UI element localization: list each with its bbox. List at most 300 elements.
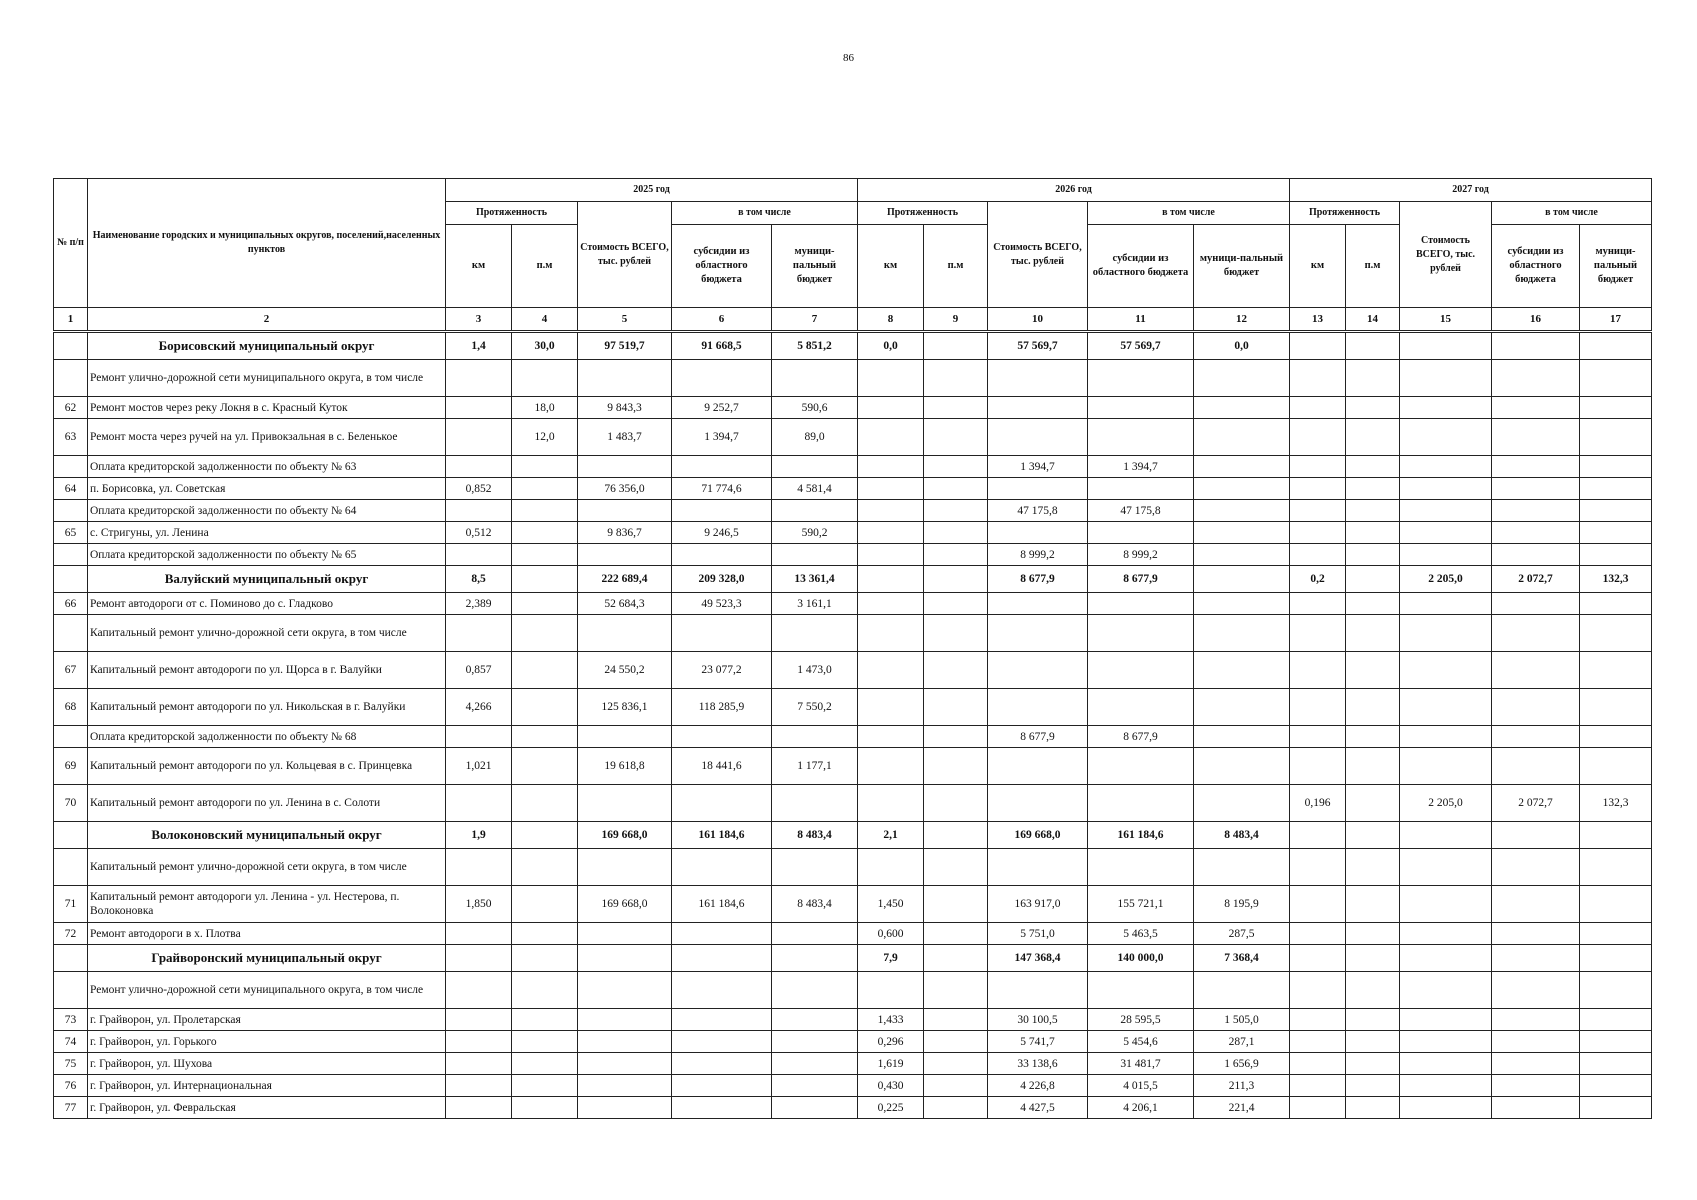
length-header: Протяженность — [858, 202, 988, 225]
value-cell — [1580, 500, 1652, 522]
row-number — [54, 566, 88, 593]
value-cell: 0,0 — [1194, 332, 1290, 360]
column-number: 17 — [1580, 308, 1652, 332]
value-cell — [924, 923, 988, 945]
value-cell: 169 668,0 — [578, 822, 672, 849]
value-cell: 1,021 — [446, 748, 512, 785]
value-cell — [1580, 1009, 1652, 1031]
value-cell — [512, 1009, 578, 1031]
value-cell — [1580, 822, 1652, 849]
value-cell — [1346, 849, 1400, 886]
value-cell — [672, 360, 772, 397]
cost-header: Стоимость ВСЕГО, тыс. рублей — [1400, 202, 1492, 308]
value-cell — [578, 1031, 672, 1053]
row-number: 65 — [54, 522, 88, 544]
value-cell: 97 519,7 — [578, 332, 672, 360]
value-cell — [1580, 923, 1652, 945]
value-cell — [672, 1075, 772, 1097]
value-cell: 0,600 — [858, 923, 924, 945]
year-2026-header: 2026 год — [858, 179, 1290, 202]
value-cell: 140 000,0 — [1088, 945, 1194, 972]
value-cell: 0,512 — [446, 522, 512, 544]
value-cell — [1346, 1075, 1400, 1097]
value-cell — [1580, 972, 1652, 1009]
value-cell — [1492, 1009, 1580, 1031]
value-cell — [1290, 456, 1346, 478]
value-cell — [1492, 748, 1580, 785]
value-cell — [1400, 500, 1492, 522]
value-cell — [858, 397, 924, 419]
value-cell — [1290, 615, 1346, 652]
value-cell — [578, 785, 672, 822]
row-number — [54, 615, 88, 652]
value-cell: 49 523,3 — [672, 593, 772, 615]
row-number — [54, 332, 88, 360]
length-header: Протяженность — [1290, 202, 1400, 225]
table-row — [54, 849, 1652, 886]
value-cell — [1194, 456, 1290, 478]
value-cell — [1580, 332, 1652, 360]
value-cell — [1088, 360, 1194, 397]
item-name: Оплата кредиторской задолженности по объекту № 64 — [88, 500, 446, 522]
value-cell — [924, 972, 988, 1009]
value-cell — [1492, 544, 1580, 566]
value-cell — [578, 1075, 672, 1097]
value-cell: 28 595,5 — [1088, 1009, 1194, 1031]
value-cell: 2 072,7 — [1492, 785, 1580, 822]
value-cell: 1,450 — [858, 886, 924, 923]
municipal-header: муници-пальный бюджет — [772, 225, 858, 308]
value-cell — [1346, 785, 1400, 822]
value-cell — [1290, 822, 1346, 849]
row-number: 76 — [54, 1075, 88, 1097]
value-cell: 2 205,0 — [1400, 566, 1492, 593]
value-cell — [512, 849, 578, 886]
value-cell — [1492, 522, 1580, 544]
value-cell — [772, 849, 858, 886]
value-cell — [1194, 397, 1290, 419]
value-cell — [1400, 332, 1492, 360]
value-cell: 2 205,0 — [1400, 785, 1492, 822]
value-cell: 47 175,8 — [1088, 500, 1194, 522]
value-cell — [1346, 886, 1400, 923]
incl-header: в том числе — [1088, 202, 1290, 225]
value-cell — [924, 544, 988, 566]
value-cell: 57 569,7 — [988, 332, 1088, 360]
value-cell — [1346, 332, 1400, 360]
value-cell: 8 999,2 — [1088, 544, 1194, 566]
value-cell — [1580, 522, 1652, 544]
row-number: 64 — [54, 478, 88, 500]
column-number: 10 — [988, 308, 1088, 332]
value-cell — [858, 360, 924, 397]
value-cell — [858, 456, 924, 478]
item-name: с. Стригуны, ул. Ленина — [88, 522, 446, 544]
value-cell — [672, 972, 772, 1009]
value-cell — [924, 785, 988, 822]
value-cell: 8,5 — [446, 566, 512, 593]
row-number: 74 — [54, 1031, 88, 1053]
value-cell: 23 077,2 — [672, 652, 772, 689]
row-number: 63 — [54, 419, 88, 456]
value-cell — [1290, 1009, 1346, 1031]
value-cell — [772, 544, 858, 566]
value-cell: 8 677,9 — [988, 726, 1088, 748]
column-number: 16 — [1492, 308, 1580, 332]
value-cell — [1194, 652, 1290, 689]
value-cell: 5 851,2 — [772, 332, 858, 360]
subsidy-header: субсидии из областного бюджета — [672, 225, 772, 308]
value-cell — [578, 544, 672, 566]
value-cell — [1290, 500, 1346, 522]
value-cell — [672, 544, 772, 566]
value-cell — [1580, 726, 1652, 748]
value-cell — [1194, 748, 1290, 785]
municipal-header: муници-пальный бюджет — [1580, 225, 1652, 308]
value-cell — [1346, 652, 1400, 689]
value-cell — [772, 1009, 858, 1031]
district-name: Грайворонский муниципальный округ — [88, 945, 446, 972]
value-cell — [1492, 1053, 1580, 1075]
value-cell — [578, 923, 672, 945]
value-cell — [924, 500, 988, 522]
value-cell: 2,1 — [858, 822, 924, 849]
value-cell — [672, 500, 772, 522]
value-cell: 1 505,0 — [1194, 1009, 1290, 1031]
value-cell: 89,0 — [772, 419, 858, 456]
district-row — [54, 332, 1652, 360]
item-name: Ремонт моста через ручей на ул. Привокзальная в с. Беленькое — [88, 419, 446, 456]
value-cell — [512, 593, 578, 615]
value-cell: 8 195,9 — [1194, 886, 1290, 923]
value-cell — [1346, 726, 1400, 748]
table-row — [54, 1097, 1652, 1119]
value-cell — [512, 1075, 578, 1097]
value-cell — [858, 566, 924, 593]
pm-header: п.м — [924, 225, 988, 308]
value-cell — [1346, 689, 1400, 726]
value-cell: 4 427,5 — [988, 1097, 1088, 1119]
value-cell: 169 668,0 — [578, 886, 672, 923]
value-cell — [1492, 419, 1580, 456]
value-cell — [1290, 1075, 1346, 1097]
value-cell — [1400, 849, 1492, 886]
value-cell — [772, 972, 858, 1009]
value-cell — [858, 500, 924, 522]
value-cell: 4 226,8 — [988, 1075, 1088, 1097]
table-row — [54, 544, 1652, 566]
table-row — [54, 923, 1652, 945]
value-cell — [772, 785, 858, 822]
table-row — [54, 1031, 1652, 1053]
value-cell — [578, 972, 672, 1009]
value-cell — [772, 1031, 858, 1053]
column-number-row — [54, 308, 1652, 332]
value-cell — [1492, 849, 1580, 886]
value-cell — [1400, 652, 1492, 689]
value-cell — [446, 615, 512, 652]
value-cell — [1088, 615, 1194, 652]
value-cell — [446, 923, 512, 945]
value-cell — [772, 615, 858, 652]
value-cell — [1400, 822, 1492, 849]
value-cell: 287,5 — [1194, 923, 1290, 945]
value-cell — [988, 689, 1088, 726]
value-cell — [1580, 748, 1652, 785]
value-cell — [858, 593, 924, 615]
table-row — [54, 522, 1652, 544]
value-cell — [1492, 332, 1580, 360]
value-cell — [924, 1009, 988, 1031]
value-cell — [1580, 945, 1652, 972]
value-cell — [1580, 615, 1652, 652]
value-cell — [512, 456, 578, 478]
value-cell — [1088, 652, 1194, 689]
row-number: 67 — [54, 652, 88, 689]
table-body — [54, 332, 1652, 1119]
value-cell: 4,266 — [446, 689, 512, 726]
value-cell — [1194, 689, 1290, 726]
value-cell — [1346, 419, 1400, 456]
value-cell: 30,0 — [512, 332, 578, 360]
value-cell — [772, 1075, 858, 1097]
value-cell — [1194, 972, 1290, 1009]
value-cell — [1492, 822, 1580, 849]
value-cell: 5 454,6 — [1088, 1031, 1194, 1053]
value-cell — [1492, 923, 1580, 945]
value-cell — [858, 785, 924, 822]
value-cell — [1346, 1097, 1400, 1119]
table-row — [54, 1053, 1652, 1075]
value-cell — [512, 652, 578, 689]
value-cell — [1290, 478, 1346, 500]
km-header: км — [858, 225, 924, 308]
value-cell: 4 581,4 — [772, 478, 858, 500]
table-row — [54, 972, 1652, 1009]
value-cell — [672, 1009, 772, 1031]
value-cell — [1290, 748, 1346, 785]
column-number: 8 — [858, 308, 924, 332]
item-name: Капитальный ремонт автодороги по ул. Ленина в с. Солоти — [88, 785, 446, 822]
value-cell — [1346, 1031, 1400, 1053]
value-cell: 132,3 — [1580, 566, 1652, 593]
value-cell — [1346, 1053, 1400, 1075]
column-number: 1 — [54, 308, 88, 332]
value-cell — [772, 923, 858, 945]
value-cell: 24 550,2 — [578, 652, 672, 689]
column-number: 2 — [88, 308, 446, 332]
row-number — [54, 945, 88, 972]
value-cell — [578, 1097, 672, 1119]
value-cell — [446, 500, 512, 522]
value-cell — [924, 615, 988, 652]
row-number: 69 — [54, 748, 88, 785]
column-number: 15 — [1400, 308, 1492, 332]
value-cell — [1290, 1053, 1346, 1075]
value-cell — [512, 360, 578, 397]
value-cell — [1400, 360, 1492, 397]
item-name: Оплата кредиторской задолженности по объекту № 63 — [88, 456, 446, 478]
item-name: г. Грайворон, ул. Пролетарская — [88, 1009, 446, 1031]
value-cell — [1346, 397, 1400, 419]
value-cell: 0,225 — [858, 1097, 924, 1119]
value-cell — [772, 500, 858, 522]
value-cell — [1492, 652, 1580, 689]
value-cell: 1 656,9 — [1194, 1053, 1290, 1075]
value-cell — [1492, 593, 1580, 615]
value-cell — [1580, 689, 1652, 726]
value-cell — [1400, 972, 1492, 1009]
value-cell — [1400, 886, 1492, 923]
incl-header: в том числе — [1492, 202, 1652, 225]
value-cell — [446, 397, 512, 419]
table-row — [54, 748, 1652, 785]
value-cell — [858, 522, 924, 544]
value-cell — [858, 748, 924, 785]
value-cell — [512, 822, 578, 849]
value-cell — [1492, 1031, 1580, 1053]
value-cell — [1580, 478, 1652, 500]
value-cell: 161 184,6 — [1088, 822, 1194, 849]
value-cell: 7,9 — [858, 945, 924, 972]
value-cell — [1580, 1053, 1652, 1075]
row-number: 71 — [54, 886, 88, 923]
row-number: 66 — [54, 593, 88, 615]
value-cell: 91 668,5 — [672, 332, 772, 360]
value-cell: 8 483,4 — [772, 886, 858, 923]
value-cell: 3 161,1 — [772, 593, 858, 615]
value-cell — [512, 500, 578, 522]
value-cell — [1088, 785, 1194, 822]
item-name: г. Грайворон, ул. Шухова — [88, 1053, 446, 1075]
value-cell — [446, 1097, 512, 1119]
value-cell — [924, 748, 988, 785]
pm-header: п.м — [1346, 225, 1400, 308]
value-cell — [1346, 615, 1400, 652]
value-cell — [1400, 593, 1492, 615]
value-cell — [1290, 689, 1346, 726]
district-name: Борисовский муниципальный округ — [88, 332, 446, 360]
col-no-header: № п/п — [54, 179, 88, 308]
item-name: Капитальный ремонт автодороги ул. Ленина - ул. Нестерова, п. Волоконовка — [88, 886, 446, 923]
value-cell — [1290, 332, 1346, 360]
value-cell — [1492, 972, 1580, 1009]
value-cell: 0,2 — [1290, 566, 1346, 593]
value-cell — [578, 726, 672, 748]
value-cell: 287,1 — [1194, 1031, 1290, 1053]
value-cell — [1290, 522, 1346, 544]
value-cell — [446, 1031, 512, 1053]
value-cell: 161 184,6 — [672, 822, 772, 849]
value-cell — [988, 478, 1088, 500]
column-number: 13 — [1290, 308, 1346, 332]
value-cell: 13 361,4 — [772, 566, 858, 593]
value-cell: 1,850 — [446, 886, 512, 923]
value-cell — [772, 945, 858, 972]
col-name-header: Наименование городских и муниципальных округов, поселений,населенных пунктов — [88, 179, 446, 308]
value-cell: 2 072,7 — [1492, 566, 1580, 593]
value-cell: 52 684,3 — [578, 593, 672, 615]
row-number: 72 — [54, 923, 88, 945]
column-number: 6 — [672, 308, 772, 332]
value-cell — [1400, 478, 1492, 500]
value-cell — [1580, 1031, 1652, 1053]
subsidy-header: субсидии из областного бюджета — [1492, 225, 1580, 308]
value-cell — [446, 1075, 512, 1097]
year-2027-header: 2027 год — [1290, 179, 1652, 202]
value-cell — [988, 522, 1088, 544]
value-cell — [446, 785, 512, 822]
item-name: г. Грайворон, ул. Интернациональная — [88, 1075, 446, 1097]
table-row — [54, 478, 1652, 500]
value-cell — [1580, 419, 1652, 456]
value-cell — [672, 923, 772, 945]
value-cell — [1194, 726, 1290, 748]
value-cell — [988, 615, 1088, 652]
table-row — [54, 689, 1652, 726]
value-cell — [1400, 456, 1492, 478]
value-cell — [1400, 1075, 1492, 1097]
value-cell — [924, 522, 988, 544]
value-cell — [924, 849, 988, 886]
value-cell: 8 483,4 — [1194, 822, 1290, 849]
value-cell — [988, 972, 1088, 1009]
row-number: 77 — [54, 1097, 88, 1119]
value-cell — [672, 456, 772, 478]
value-cell — [512, 748, 578, 785]
value-cell — [924, 397, 988, 419]
value-cell — [512, 689, 578, 726]
value-cell — [1290, 886, 1346, 923]
value-cell — [1088, 689, 1194, 726]
item-name: Ремонт автодороги в х. Плотва — [88, 923, 446, 945]
value-cell — [1346, 522, 1400, 544]
district-row — [54, 566, 1652, 593]
value-cell — [1194, 360, 1290, 397]
value-cell: 18,0 — [512, 397, 578, 419]
value-cell — [1290, 593, 1346, 615]
value-cell — [1346, 500, 1400, 522]
value-cell — [988, 652, 1088, 689]
value-cell: 222 689,4 — [578, 566, 672, 593]
column-number: 5 — [578, 308, 672, 332]
table-row — [54, 360, 1652, 397]
value-cell — [1346, 566, 1400, 593]
value-cell — [1492, 478, 1580, 500]
value-cell: 1 394,7 — [988, 456, 1088, 478]
district-name: Валуйский муниципальный округ — [88, 566, 446, 593]
value-cell: 1 394,7 — [672, 419, 772, 456]
value-cell — [858, 615, 924, 652]
value-cell — [1580, 652, 1652, 689]
value-cell — [672, 615, 772, 652]
value-cell — [1290, 1031, 1346, 1053]
value-cell — [1492, 945, 1580, 972]
value-cell — [1492, 397, 1580, 419]
row-number: 68 — [54, 689, 88, 726]
value-cell — [1194, 544, 1290, 566]
value-cell — [1290, 652, 1346, 689]
value-cell: 132,3 — [1580, 785, 1652, 822]
value-cell — [988, 360, 1088, 397]
item-name: Оплата кредиторской задолженности по объекту № 65 — [88, 544, 446, 566]
value-cell: 8 483,4 — [772, 822, 858, 849]
value-cell — [772, 1053, 858, 1075]
value-cell — [1290, 923, 1346, 945]
subsidy-header: субсидии из областного бюджета — [1088, 225, 1194, 308]
value-cell — [1194, 615, 1290, 652]
value-cell — [1400, 1031, 1492, 1053]
